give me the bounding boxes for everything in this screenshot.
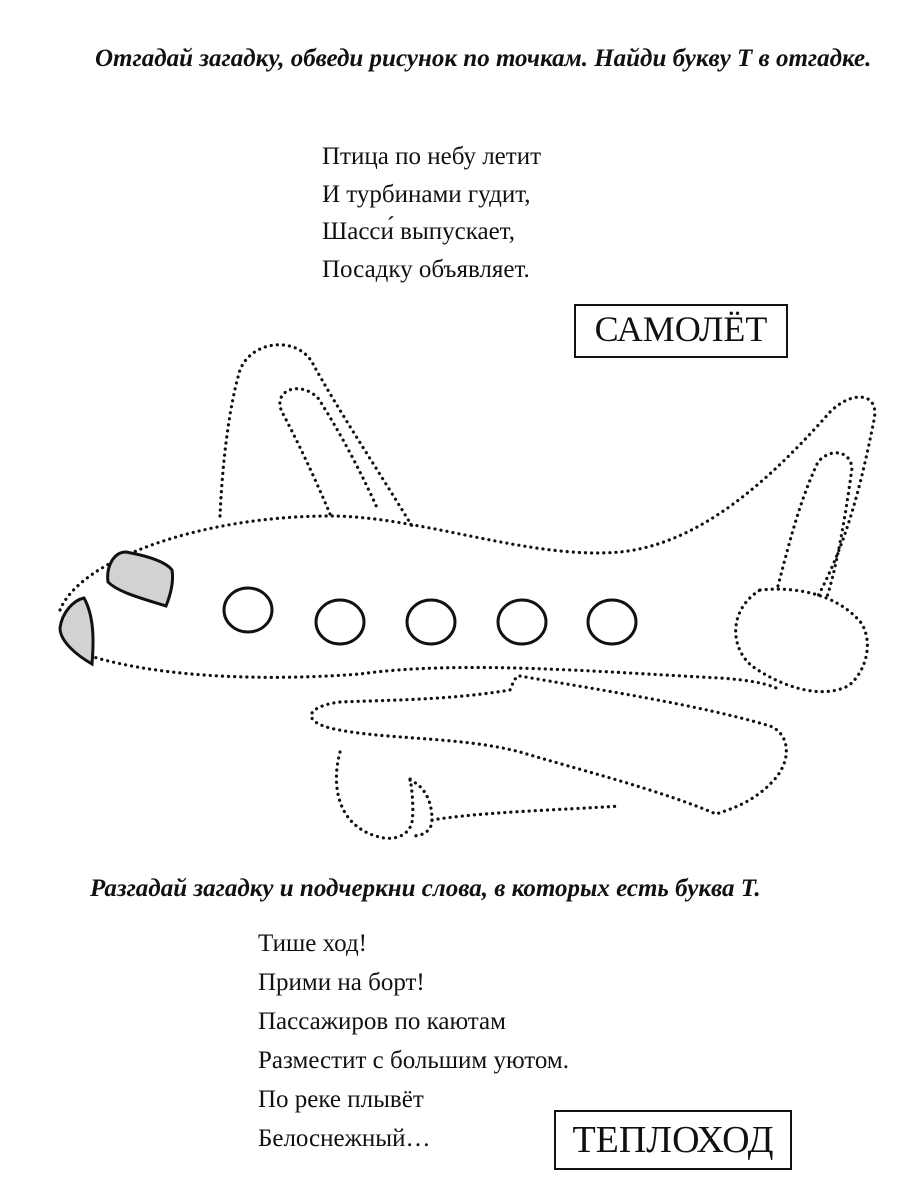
upper-wing-outline xyxy=(220,345,412,526)
engine-outline xyxy=(336,752,412,838)
riddle-2-line: По реке плывёт xyxy=(258,1086,424,1113)
riddle-1-poem xyxy=(322,138,541,288)
cockpit-window xyxy=(108,552,173,606)
riddle-2-line: Белоснежный… xyxy=(258,1125,431,1152)
cabin-window-icon xyxy=(224,588,272,632)
airplane-dot-to-dot-icon xyxy=(0,330,900,850)
cabin-window-icon xyxy=(316,600,364,644)
engine-pylon-outline xyxy=(432,806,620,820)
riddle-2-line: Пассажиров по каютам xyxy=(258,1008,506,1035)
fuselage-outline xyxy=(60,397,875,610)
task-instruction-2: Разгадай загадку и подчеркни слова, в которых есть буква Т. xyxy=(90,875,761,902)
task-instruction-1: Отгадай загадку, обведи рисунок по точкам. Найди букву Т в отгадке. xyxy=(95,45,872,72)
riddle-1-line: И турбинами гудит, xyxy=(322,180,531,208)
riddle-2-answer-box: ТЕПЛОХОД xyxy=(554,1110,792,1170)
airplane-nose xyxy=(60,598,93,664)
fuselage-belly-outline xyxy=(90,656,780,690)
cabin-window-icon xyxy=(498,600,546,644)
riddle-2-poem xyxy=(258,924,569,1158)
cabin-window-icon xyxy=(588,600,636,644)
lower-wing-outline xyxy=(311,676,786,814)
riddle-2-line: Прими на борт! xyxy=(258,969,425,996)
riddle-2-line: Тише ход! xyxy=(258,930,367,957)
tail-stabilizer-outline xyxy=(736,589,868,692)
cabin-window-icon xyxy=(407,600,455,644)
riddle-2-line: Разместит с большим уютом. xyxy=(258,1047,569,1074)
tail-fin-outline xyxy=(778,453,852,600)
riddle-1-line: Посадку объявляет. xyxy=(322,255,530,283)
upper-wing-inner-outline xyxy=(280,389,378,514)
riddle-1-answer-box: САМОЛЁТ xyxy=(574,304,788,358)
riddle-1-line: Шасси́ выпускает, xyxy=(322,218,515,245)
riddle-1-line: Птица по небу летит xyxy=(322,143,542,170)
